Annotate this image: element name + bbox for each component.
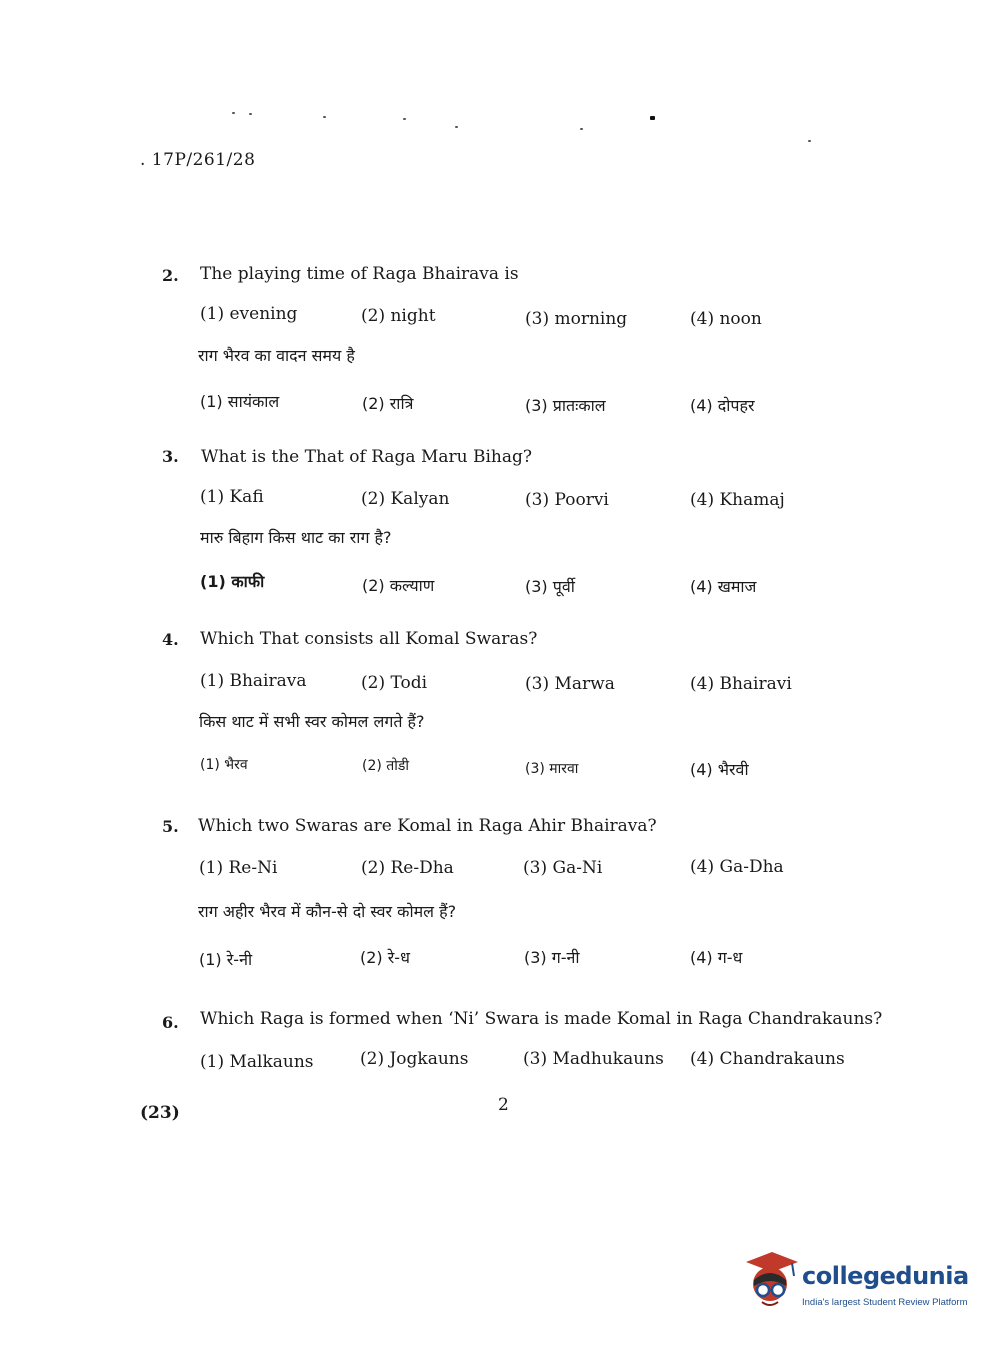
option-4-hi: (4) दोपहर [690, 396, 755, 415]
option-2-hi: (2) रात्रि [362, 394, 414, 413]
option-3-en: (3) Ga-Ni [523, 858, 603, 878]
option-2-en: (2) night [361, 306, 436, 326]
option-3-hi: (3) प्रातःकाल [525, 396, 606, 415]
student-mascot-icon [742, 1250, 800, 1312]
question-text-en: Which two Swaras are Komal in Raga Ahir Bhairava? [198, 816, 657, 836]
set-code: (23) [140, 1103, 180, 1123]
question-number: 5. [162, 817, 179, 836]
question-text-hi: किस थाट में सभी स्वर कोमल लगते हैं? [199, 712, 425, 731]
option-3-hi: (3) ग-नी [524, 948, 580, 967]
option-1-hi: (1) रे-नी [199, 950, 253, 969]
option-1-hi: (1) सायंकाल [200, 392, 280, 411]
collegedunia-logo [742, 1250, 972, 1320]
question-text-en: The playing time of Raga Bhairava is [200, 264, 519, 284]
option-4-hi: (4) ग-ध [690, 948, 743, 967]
scan-speck [580, 128, 583, 130]
question-number: 2. [162, 266, 179, 285]
scan-speck [232, 112, 235, 114]
question-number: 6. [162, 1013, 179, 1032]
question-number: 4. [162, 630, 179, 649]
option-2-en: (2) Re-Dha [361, 858, 454, 878]
question-text-en: Which Raga is formed when ‘Ni’ Swara is made Komal in Raga Chandrakauns? [200, 1009, 883, 1029]
scan-speck [323, 116, 326, 118]
question-text-hi: मारु बिहाग किस थाट का राग है? [200, 528, 392, 547]
option-1-en: (1) evening [200, 304, 298, 324]
scan-speck [403, 118, 406, 120]
option-4-hi: (4) भैरवी [690, 760, 749, 779]
scan-speck [455, 126, 458, 128]
option-3-en: (3) Madhukauns [523, 1049, 664, 1069]
page-number: 2 [498, 1095, 509, 1115]
option-1-en: (1) Re-Ni [199, 858, 278, 878]
question-text-en: What is the That of Raga Maru Bihag? [201, 447, 532, 467]
scan-speck [650, 116, 655, 120]
question-text-hi: राग अहीर भैरव में कौन-से दो स्वर कोमल हैं? [198, 902, 457, 921]
option-1-hi: (1) काफी [200, 572, 265, 591]
option-1-hi: (1) भैरव [200, 757, 248, 773]
question-number: 3. [162, 447, 179, 466]
option-2-en: (2) Kalyan [361, 489, 450, 509]
option-1-en: (1) Kafi [200, 487, 264, 507]
option-4-hi: (4) खमाज [690, 577, 757, 596]
option-3-en: (3) Poorvi [525, 490, 609, 510]
option-3-en: (3) Marwa [525, 674, 615, 694]
option-3-en: (3) morning [525, 309, 628, 329]
option-2-hi: (2) तोडी [362, 758, 410, 774]
brand-name: collegedunia [802, 1262, 969, 1290]
option-2-en: (2) Todi [361, 673, 428, 693]
option-3-hi: (3) मारवा [525, 761, 579, 777]
option-4-en: (4) Ga-Dha [690, 857, 784, 877]
option-2-hi: (2) रे-ध [360, 948, 410, 967]
option-1-en: (1) Bhairava [200, 671, 307, 691]
option-2-hi: (2) कल्याण [362, 576, 435, 595]
option-2-en: (2) Jogkauns [360, 1049, 469, 1069]
option-4-en: (4) Khamaj [690, 490, 785, 510]
brand-tagline: India's largest Student Review Platform [802, 1297, 968, 1308]
question-text-hi: राग भैरव का वादन समय है [198, 346, 355, 365]
option-3-hi: (3) पूर्वी [525, 577, 575, 596]
scan-speck [808, 140, 811, 142]
option-4-en: (4) Bhairavi [690, 674, 792, 694]
option-4-en: (4) noon [690, 309, 762, 329]
paper-code: . 17P/261/28 [140, 150, 256, 170]
scan-speck [249, 113, 252, 115]
question-text-en: Which That consists all Komal Swaras? [200, 629, 538, 649]
option-1-en: (1) Malkauns [200, 1052, 314, 1072]
option-4-en: (4) Chandrakauns [690, 1049, 845, 1069]
